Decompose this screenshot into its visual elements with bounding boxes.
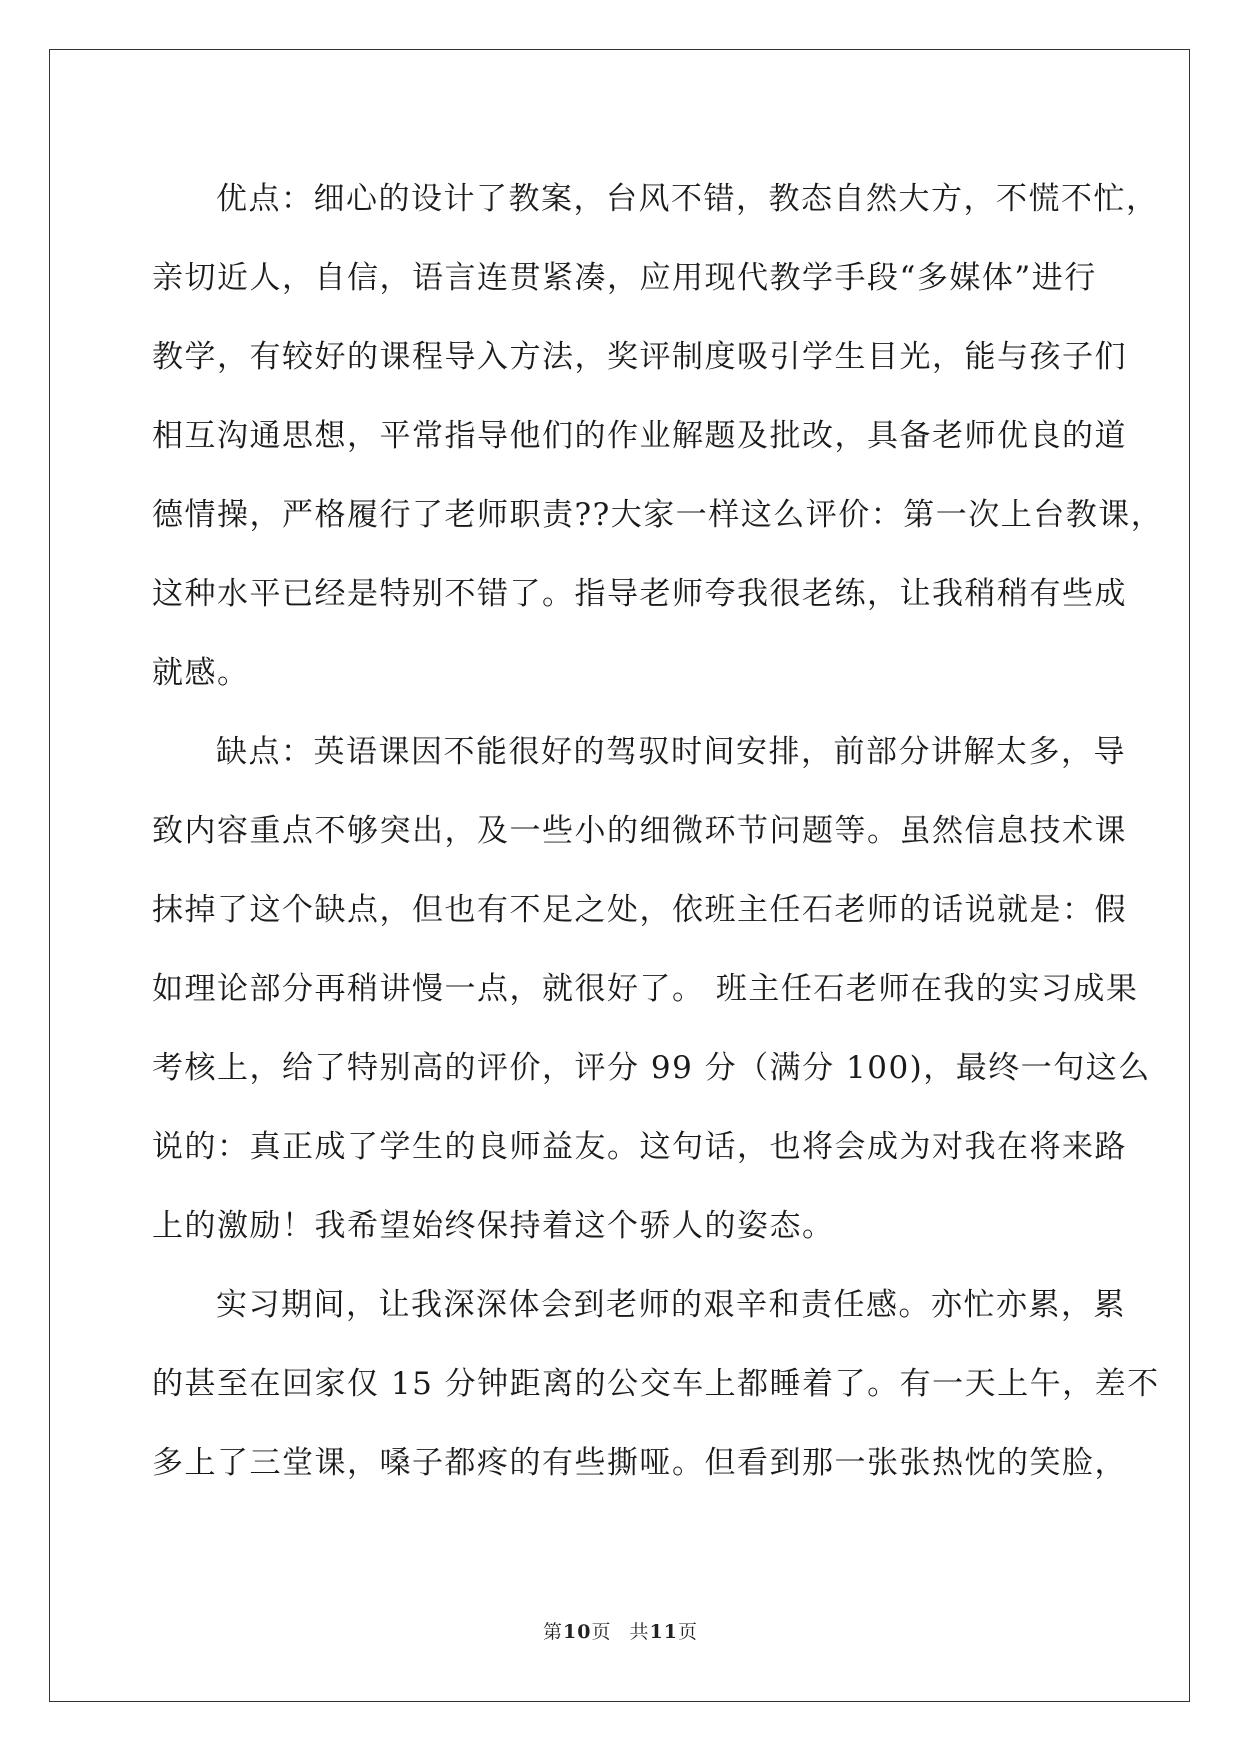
text-line: 缺点：英语课因不能很好的驾驭时间安排，前部分讲解太多，导 xyxy=(216,734,1126,770)
page-label-prefix: 第 xyxy=(543,1621,564,1643)
total-label-prefix: 共 xyxy=(629,1621,650,1643)
text-line: 教学，有较好的课程导入方法，奖评制度吸引学生目光，能与孩子们 xyxy=(152,339,1127,375)
text-line: 亲切近人，自信，语言连贯紧凑，应用现代教学手段“多媒体”进行 xyxy=(152,260,1097,296)
text-line: 如理论部分再稍讲慢一点，就很好了。 班主任石老师在我的实习成果 xyxy=(152,971,1139,1007)
text-line: 考核上，给了特别高的评价，评分 99 分（满分 100)，最终一句这么 xyxy=(152,1050,1151,1086)
text-line: 致内容重点不够突出，及一些小的细微环节问题等。虽然信息技术课 xyxy=(152,813,1127,849)
total-label-suffix: 页 xyxy=(677,1621,698,1643)
text-line: 说的：真正成了学生的良师益友。这句话，也将会成为对我在将来路 xyxy=(152,1129,1127,1165)
text-line: 实习期间，让我深深体会到老师的艰辛和责任感。亦忙亦累，累 xyxy=(216,1287,1126,1323)
text-line: 上的激励！我希望始终保持着这个骄人的姿态。 xyxy=(152,1208,835,1244)
page-footer xyxy=(0,1617,1241,1644)
text-line: 相互沟通思想，平常指导他们的作业解题及批改，具备老师优良的道 xyxy=(152,418,1127,454)
current-page-number: 10 xyxy=(563,1621,592,1643)
text-line: 的甚至在回家仅 15 分钟距离的公交车上都睡着了。有一天上午，差不 xyxy=(152,1366,1160,1402)
page-label-suffix: 页 xyxy=(591,1621,612,1643)
text-line: 抹掉了这个缺点，但也有不足之处，依班主任石老师的话说就是：假 xyxy=(152,892,1127,928)
text-line: 优点：细心的设计了教案，台风不错，教态自然大方，不慌不忙， xyxy=(216,181,1159,217)
text-line: 这种水平已经是特别不错了。指导老师夸我很老练，让我稍稍有些成 xyxy=(152,576,1127,612)
document-body xyxy=(152,160,1164,1503)
text-line: 德情操，严格履行了老师职责??大家一样这么评价：第一次上台教课， xyxy=(152,497,1164,533)
text-line: 多上了三堂课，嗓子都疼的有些撕哑。但看到那一张张热忱的笑脸， xyxy=(152,1445,1127,1481)
total-page-number: 11 xyxy=(649,1621,678,1643)
text-line: 就感。 xyxy=(152,655,250,691)
